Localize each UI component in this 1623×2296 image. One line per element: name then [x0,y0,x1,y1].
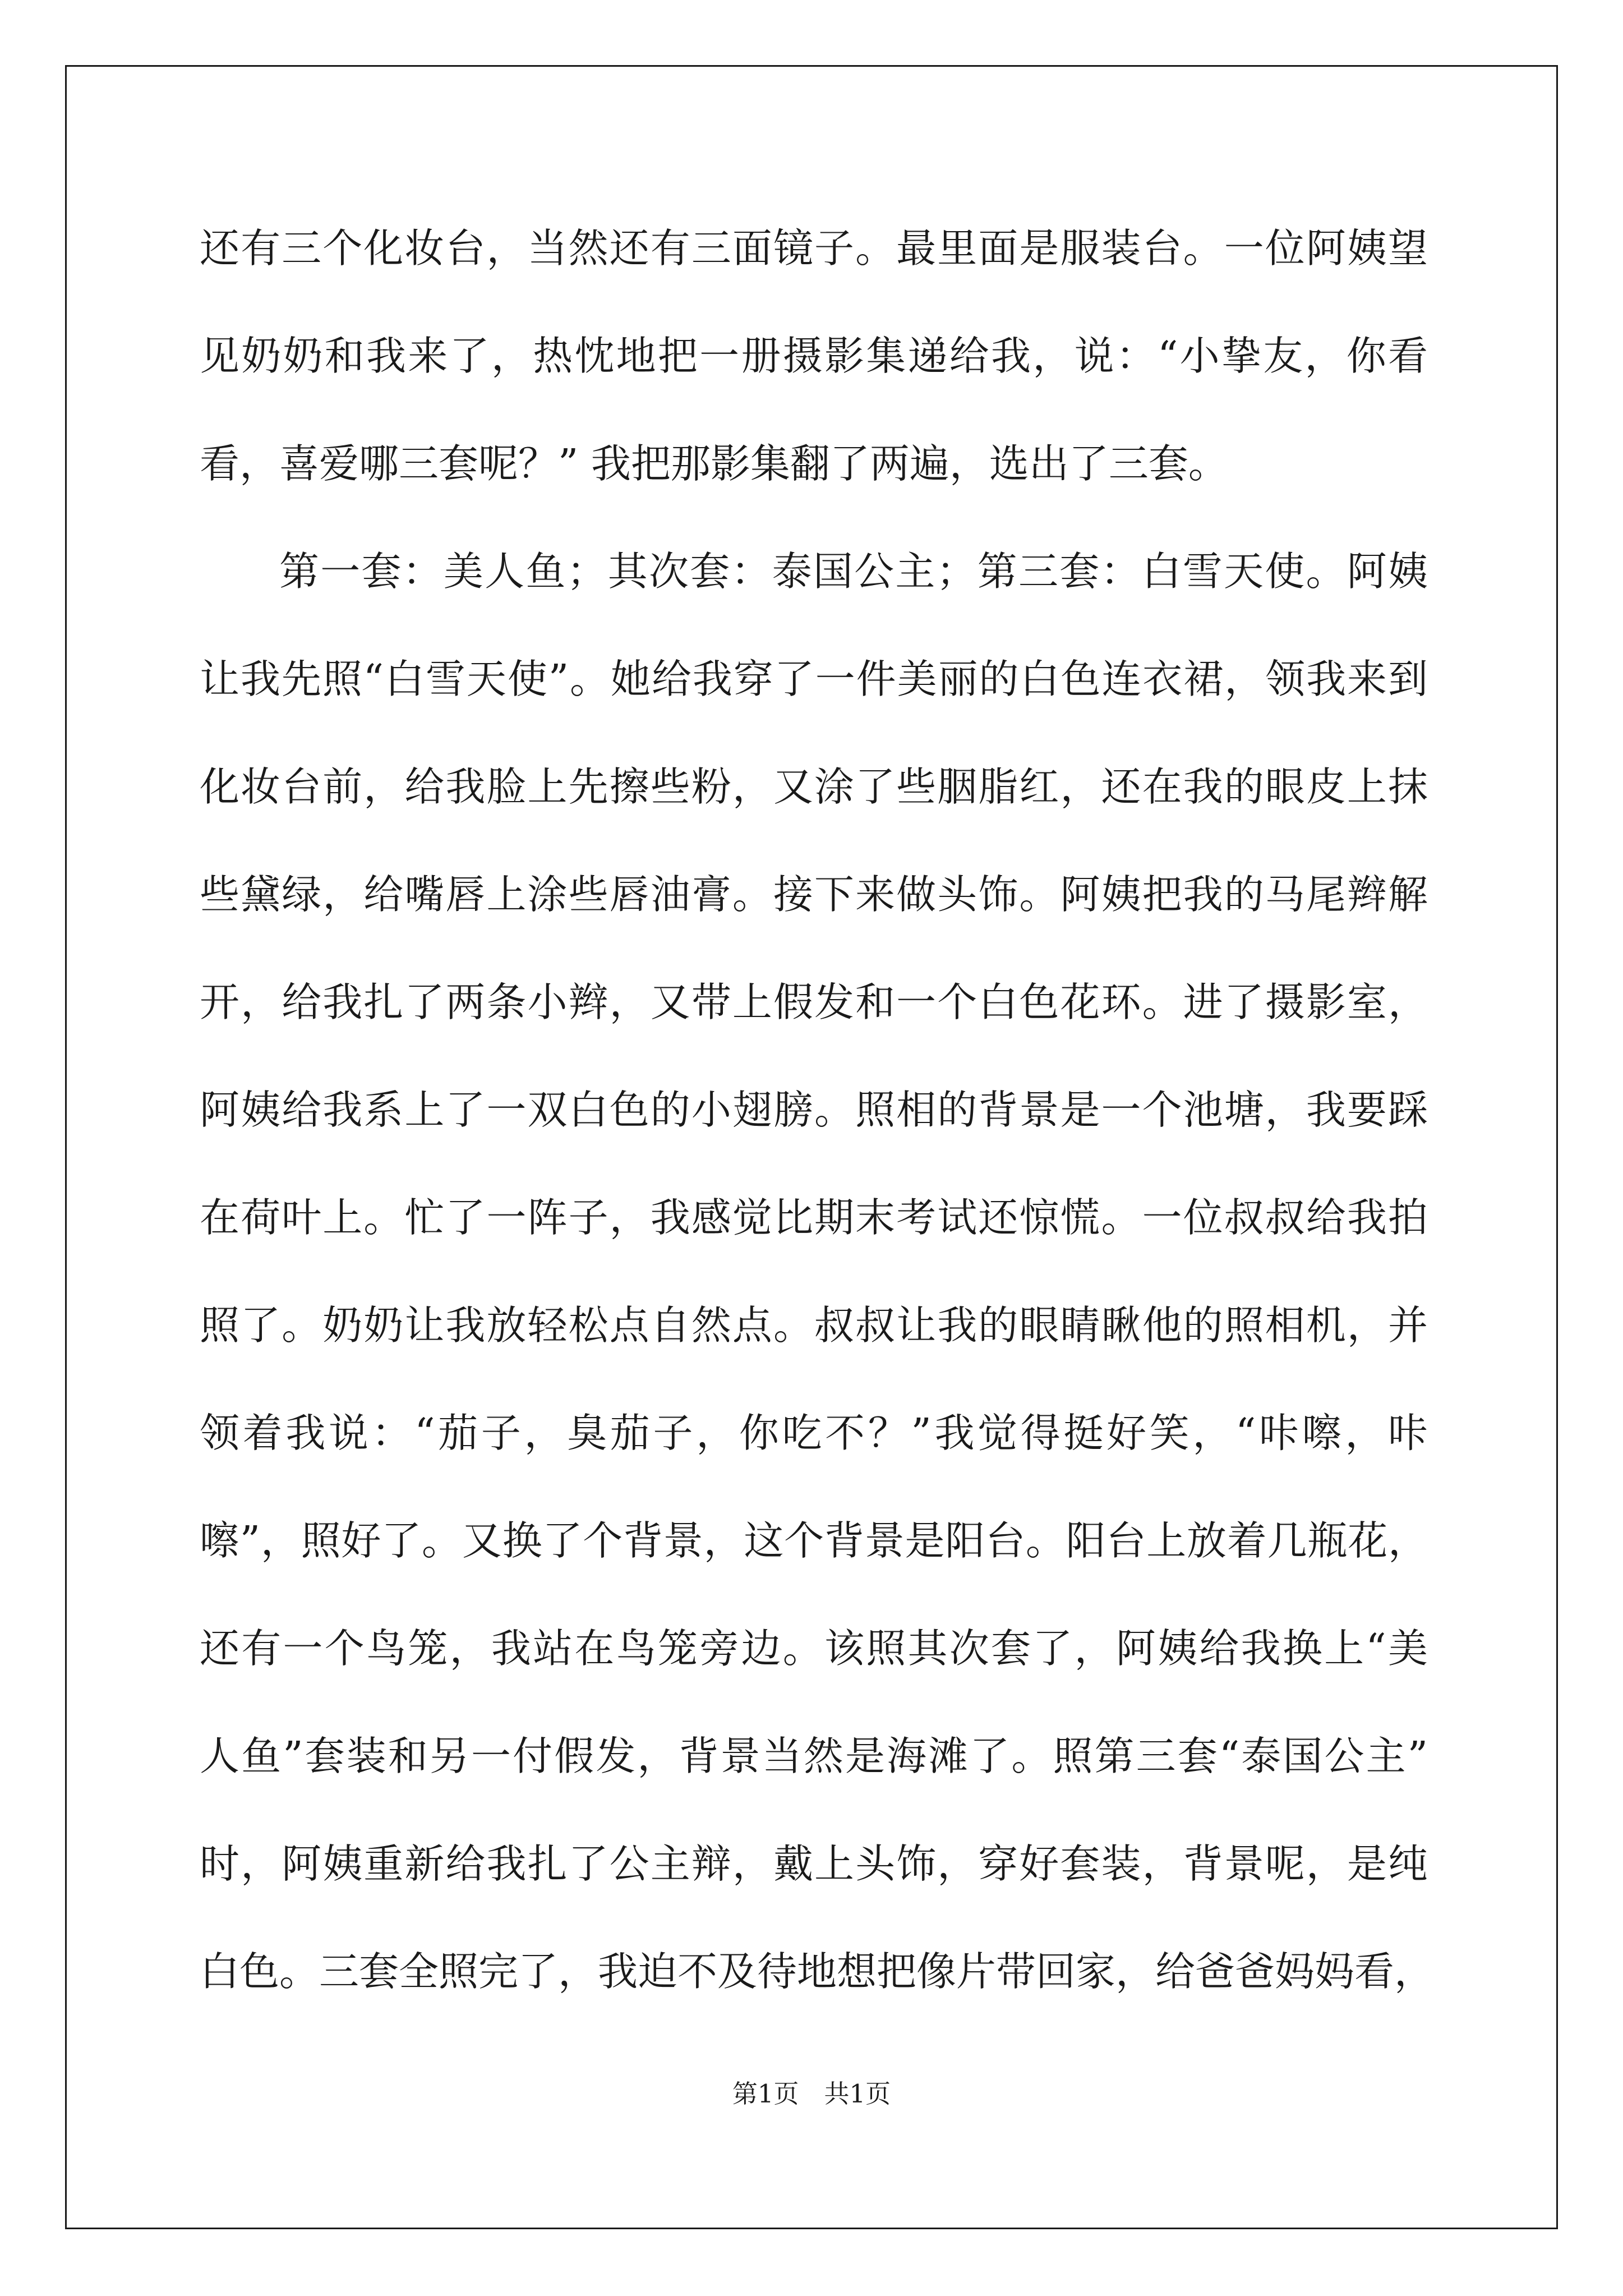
text-line: 照了。奶奶让我放轻松点自然点。叔叔让我的眼睛瞅他的照相机，并 [200,1302,1428,1349]
text-line: 还有三个化妆台，当然还有三面镜子。最里面是服装台。一位阿姨望 [200,225,1428,272]
page-footer: 第1页 共1页 [732,2079,891,2109]
text-line: 看，喜爱哪三套呢？” 我把那影集翻了两遍，选出了三套。 [200,440,1228,487]
text-line: 在荷叶上。忙了一阵子，我感觉比期末考试还惊慌。一位叔叔给我拍 [200,1194,1428,1241]
text-line: 开，给我扎了两条小辫，又带上假发和一个白色花环。进了摄影室， [200,979,1428,1025]
text-line: 时，阿姨重新给我扎了公主辩，戴上头饰，穿好套装，背景呢，是纯 [200,1841,1428,1887]
text-line: 第一套：美人鱼；其次套：泰国公主；第三套：白雪天使。阿姨 [279,548,1428,595]
text-line: 见奶奶和我来了，热忱地把一册摄影集递给我，说：“小挚友，你看 [200,333,1428,379]
text-line: 化妆台前，给我脸上先擦些粉，又涂了些胭脂红，还在我的眼皮上抹 [200,763,1428,810]
text-line: 阿姨给我系上了一双白色的小翅膀。照相的背景是一个池塘，我要踩 [200,1087,1428,1133]
text-line: 还有一个鸟笼，我站在鸟笼旁边。该照其次套了，阿姨给我换上“美 [200,1625,1428,1672]
text-line: 嚓”，照好了。又换了个背景，这个背景是阳台。阳台上放着几瓶花， [200,1517,1428,1564]
text-line: 领着我说：“茄子，臭茄子，你吃不？”我觉得挺好笑，“咔嚓，咔 [200,1410,1428,1456]
text-line: 让我先照“白雪天使”。她给我穿了一件美丽的白色连衣裙，领我来到 [200,656,1428,702]
text-line: 些黛绿，给嘴唇上涂些唇油膏。接下来做头饰。阿姨把我的马尾辫解 [200,871,1428,918]
text-line: 白色。三套全照完了，我迫不及待地想把像片带回家，给爸爸妈妈看， [200,1948,1435,1995]
text-line: 人鱼”套装和另一付假发，背景当然是海滩了。照第三套“泰国公主” [200,1733,1428,1779]
